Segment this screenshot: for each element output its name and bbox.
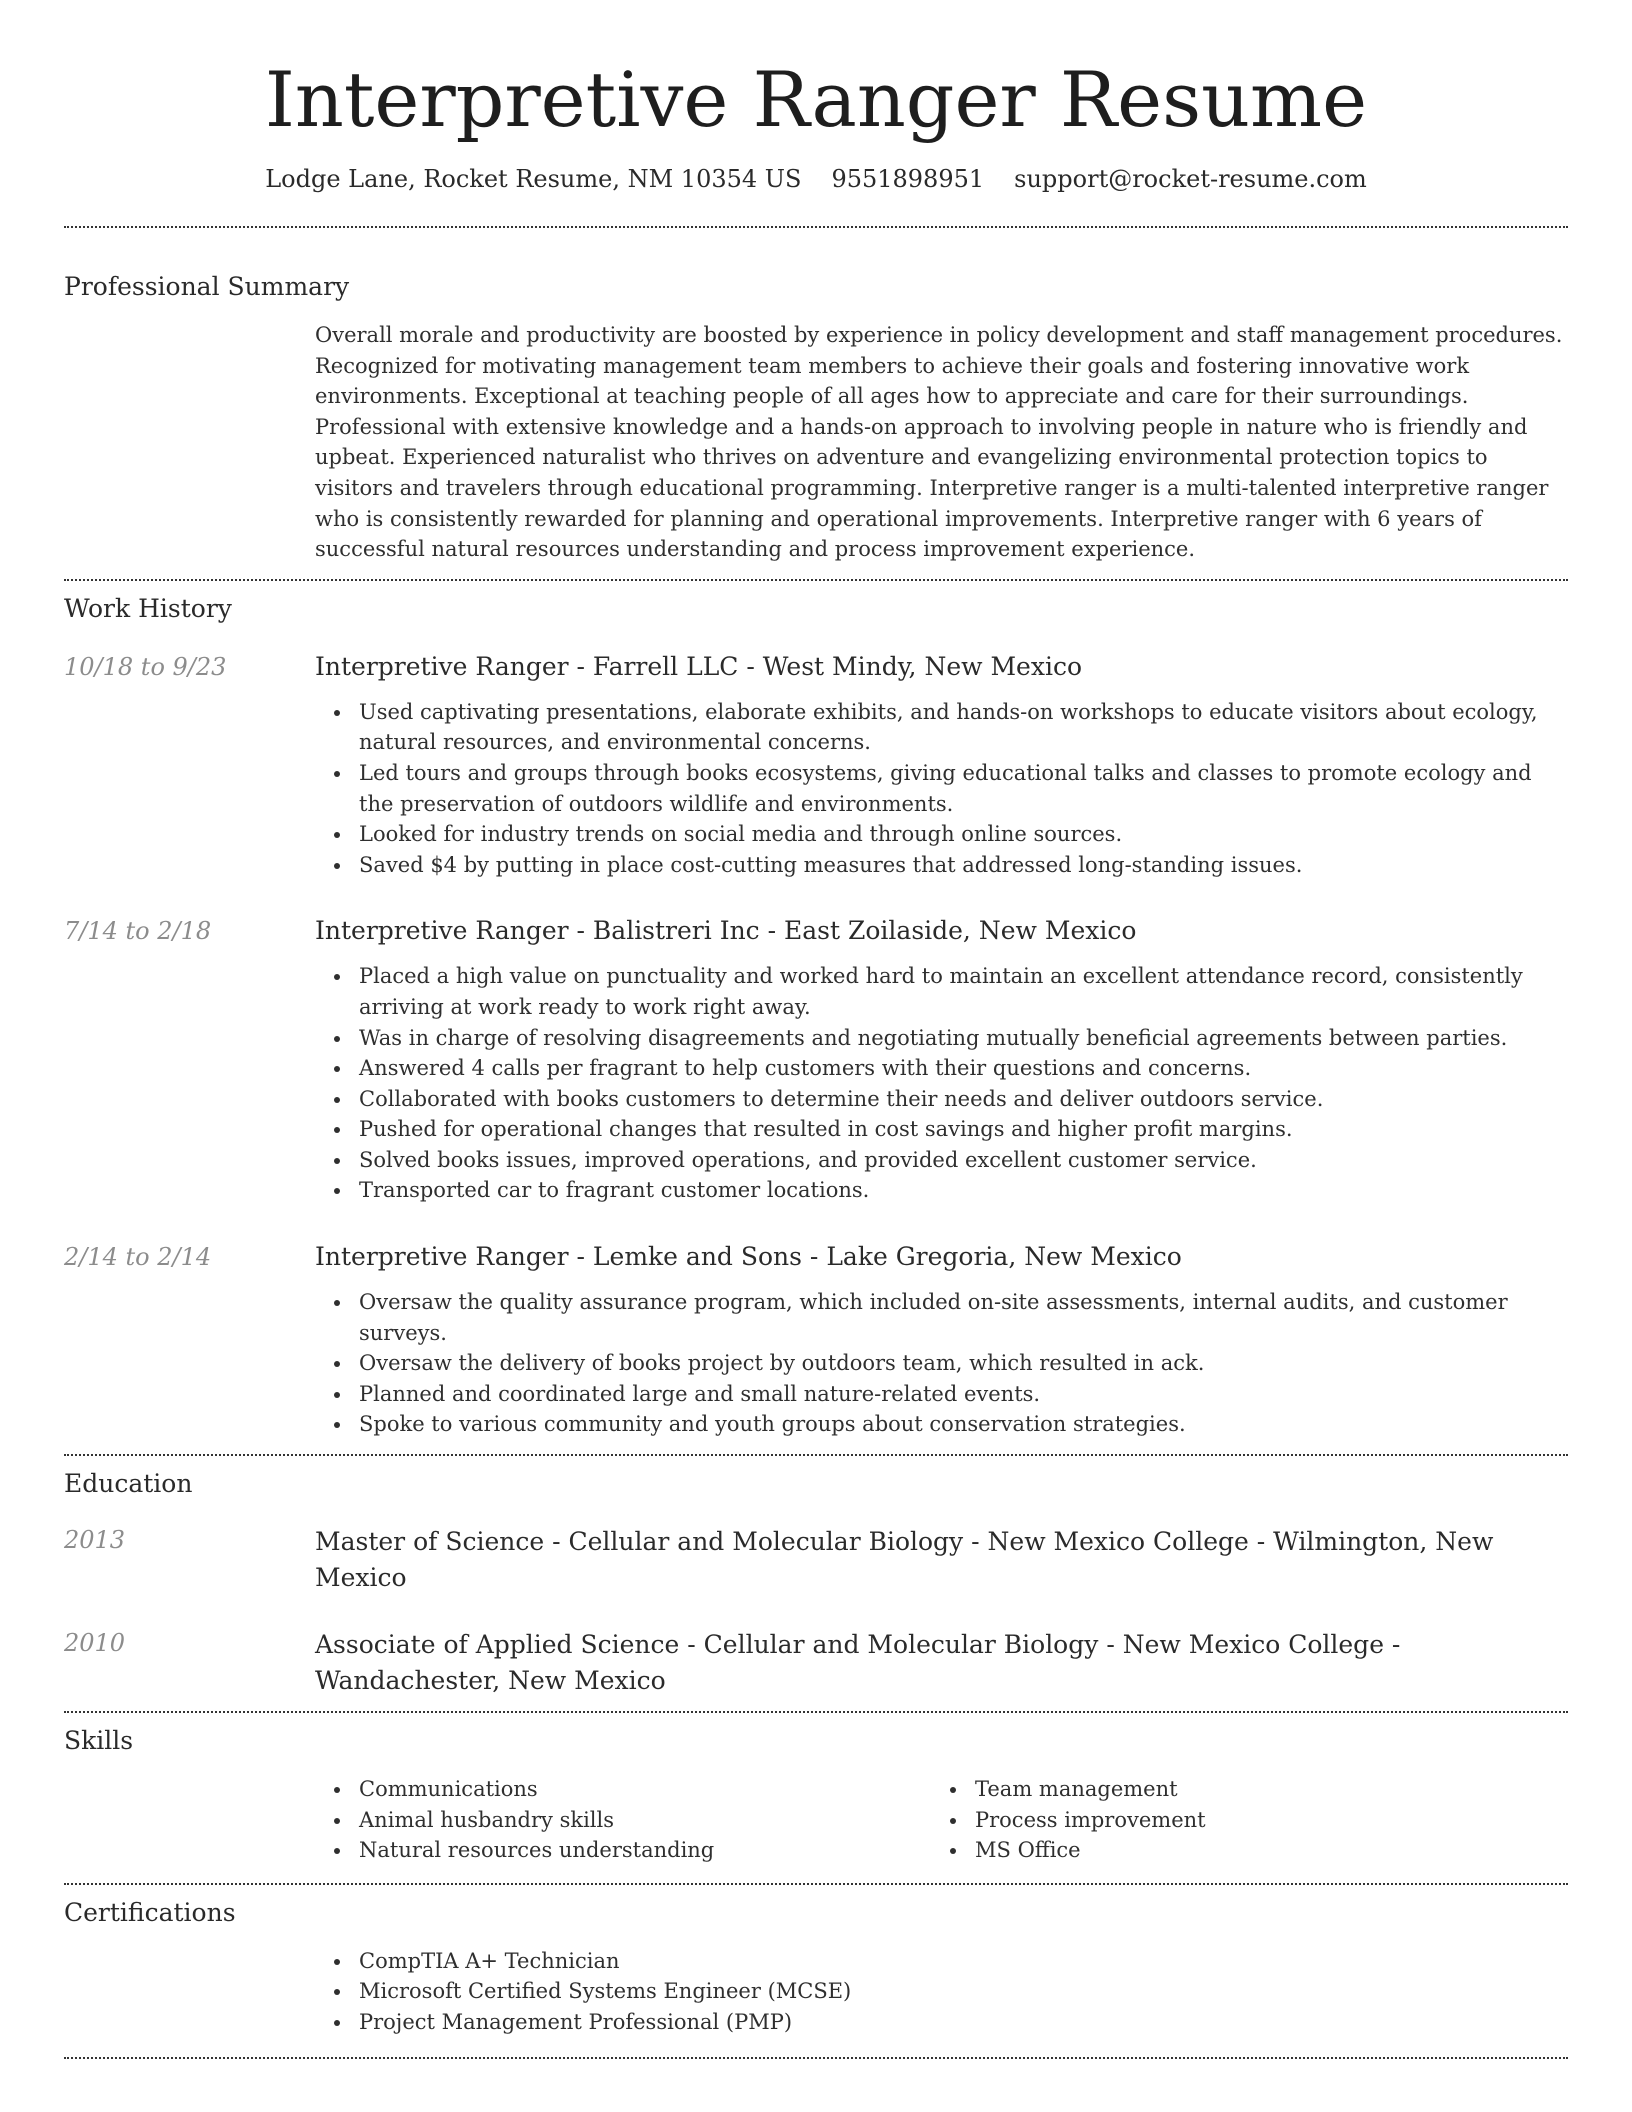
list-item: Was in charge of resolving disagreements and negotiating mutually beneficial agreements between parties. [315,1023,1568,1054]
list-item: Team management [931,1774,1547,1805]
contact-email: support@rocket-resume.com [1014,165,1367,193]
education-year: 2013 [64,1526,126,1555]
education-degree: Associate of Applied Science - Cellular and Molecular Biology [315,1630,1099,1660]
section-divider [64,1883,1568,1885]
page-title: Interpretive Ranger Resume [264,55,1368,144]
job-dates: 7/14 to 2/18 [64,917,212,946]
list-item: Process improvement [931,1805,1547,1836]
summary-section [64,271,1568,565]
list-item: MS Office [931,1835,1547,1866]
section-divider [64,1711,1568,1713]
education-degree: Master of Science - Cellular and Molecular Biology [315,1527,964,1557]
skills-section [64,1725,1568,1866]
resume-page [64,0,1568,2059]
list-item: Natural resources understanding [315,1835,931,1866]
skills-heading: Skills [64,1726,134,1756]
summary-text: Overall morale and productivity are boosted by experience in policy development and staff management procedures. Recognized for motivating management team members to achieve their goals and fostering innovative work environments. Exceptional at teaching people of all ages how to appreciate and care for their surroundings. Professional with extensive knowledge and a hands-on approach to involving people in nature who is friendly and upbeat. Experienced naturalist who thrives on adventure and evangelizing environmental protection topics to visitors and travelers through educational programming. Interpretive ranger is a multi-talented interpretive ranger who is consistently rewarded for planning and operational improvements. Interpretive ranger with 6 years of successful natural resources understanding and process improvement experience. [315,323,1563,562]
education-section [64,1468,1568,1699]
job-title: Interpretive Ranger - Farrell LLC - West Mindy, New Mexico [315,651,1083,681]
list-item: Microsoft Certified Systems Engineer (MCSE) [315,1976,1568,2007]
list-item: CompTIA A+ Technician [315,1946,1568,1977]
contact-line [64,164,1568,194]
section-divider [64,226,1568,228]
list-item: Collaborated with books customers to determine their needs and deliver outdoors service. [315,1084,1568,1115]
education-heading: Education [64,1469,193,1499]
job-bullets [315,1287,1568,1440]
certifications-section [64,1897,1568,2038]
job-entry [64,651,1568,881]
work-history-heading: Work History [64,593,232,623]
job-entry [64,1241,1568,1440]
list-item: Transported car to fragrant customer locations. [315,1175,1568,1206]
job-dates: 10/18 to 9/23 [64,652,227,681]
section-divider [64,2057,1568,2059]
list-item: Communications [315,1774,931,1805]
certifications-list [315,1946,1568,2038]
list-item: Looked for industry trends on social media and through online sources. [315,819,1568,850]
list-item: Spoke to various community and youth groups about conservation strategies. [315,1409,1568,1440]
list-item: Project Management Professional (PMP) [315,2007,1568,2038]
section-divider [64,1454,1568,1456]
summary-heading: Professional Summary [64,272,350,301]
job-title: Interpretive Ranger - Balistreri Inc - East Zoilaside, New Mexico [315,916,1137,946]
skills-list-right [931,1774,1547,1866]
job-bullets [315,961,1568,1206]
job-bullets [315,697,1568,881]
job-dates: 2/14 to 2/14 [64,1243,212,1272]
list-item: Pushed for operational changes that resulted in cost savings and higher profit margins. [315,1114,1568,1145]
list-item: Led tours and groups through books ecosystems, giving educational talks and classes to promote ecology and the preservation of outdoors wildlife and environments. [315,758,1568,819]
list-item: Placed a high value on punctuality and worked hard to maintain an excellent attendance record, consistently arriving at work ready to work right away. [315,961,1568,1022]
list-item: Animal husbandry skills [315,1805,931,1836]
education-year: 2010 [64,1629,126,1658]
job-title: Interpretive Ranger - Lemke and Sons - Lake Gregoria, New Mexico [315,1242,1182,1272]
certifications-heading: Certifications [64,1897,236,1927]
list-item: Answered 4 calls per fragrant to help customers with their questions and concerns. [315,1053,1568,1084]
contact-address: Lodge Lane, Rocket Resume, NM 10354 US [265,165,802,193]
education-school: - New Mexico College - Wilmington, New Mexico [315,1527,1494,1593]
education-school: - New Mexico College - Wandachester, New Mexico [315,1630,1401,1696]
job-entry [64,915,1568,1206]
work-history-section [64,593,1568,1440]
list-item: Solved books issues, improved operations, and provided excellent customer service. [315,1145,1568,1176]
contact-phone: 9551898951 [831,165,985,193]
list-item: Oversaw the quality assurance program, which included on-site assessments, internal audits, and customer surveys. [315,1287,1568,1348]
list-item: Oversaw the delivery of books project by outdoors team, which resulted in ack. [315,1348,1568,1379]
education-entry [64,1627,1568,1699]
section-divider [64,579,1568,581]
list-item: Saved $4 by putting in place cost-cutting measures that addressed long-standing issues. [315,850,1568,881]
list-item: Planned and coordinated large and small nature-related events. [315,1379,1568,1410]
list-item: Used captivating presentations, elaborate exhibits, and hands-on workshops to educate visitors about ecology, natural resources, and environmental concerns. [315,697,1568,758]
skills-list-left [315,1774,931,1866]
education-entry [64,1524,1568,1596]
